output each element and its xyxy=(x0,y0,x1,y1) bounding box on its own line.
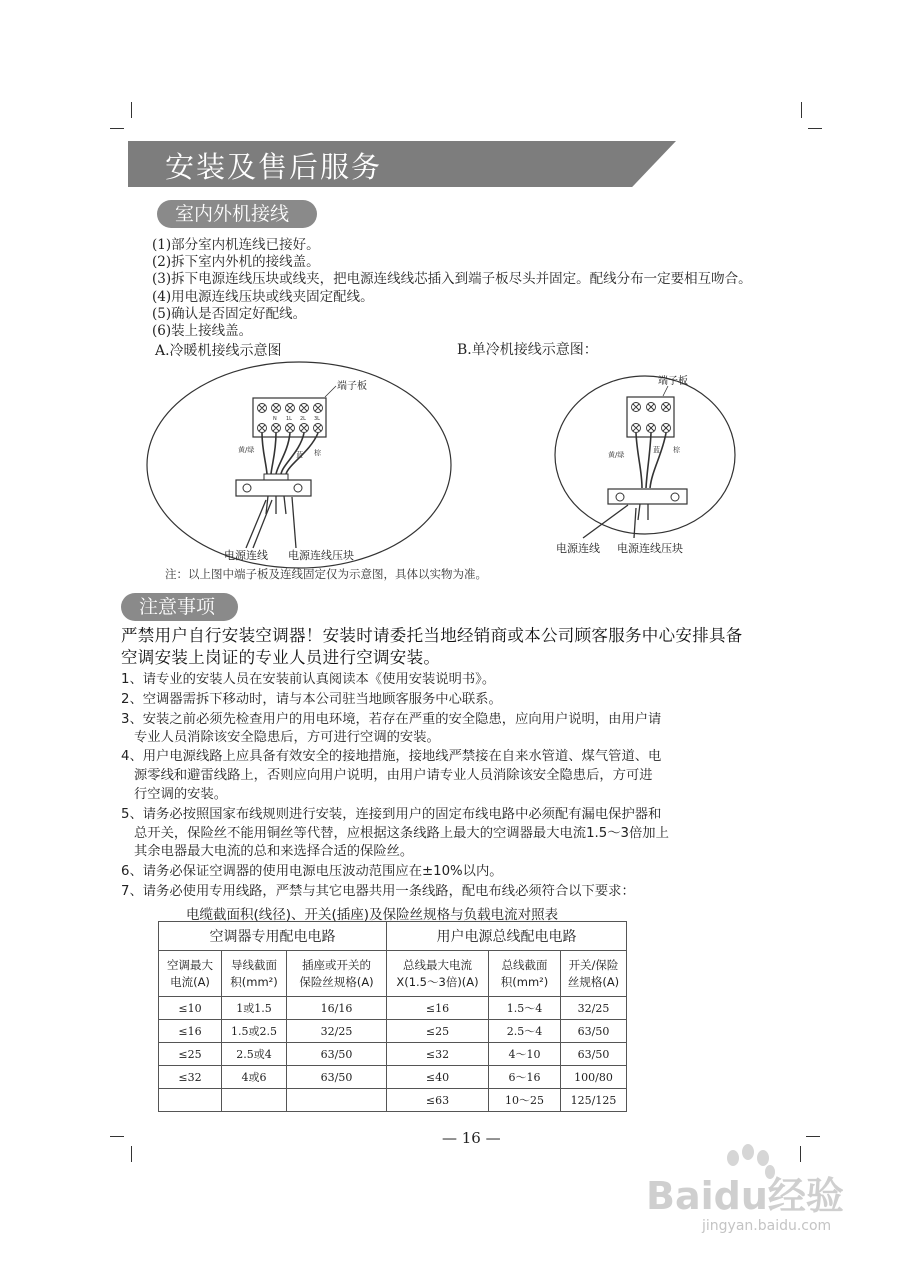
table-header-cell: 空调最大 电流(A) xyxy=(159,951,222,997)
table-cell: ≤32 xyxy=(387,1043,489,1066)
diagram-a-caption-wire: 电源连线 xyxy=(224,549,268,562)
table-cell: ≤10 xyxy=(159,997,222,1020)
table-group-header-right: 用户电源总线配电电路 xyxy=(387,922,627,951)
table-cell: 63/50 xyxy=(287,1043,387,1066)
table-cell: 1.5或2.5 xyxy=(222,1020,287,1043)
wiring-step: (5)确认是否固定好配线。 xyxy=(152,306,307,322)
table-cell: 16/16 xyxy=(287,997,387,1020)
diagram-b-caption-wire: 电源连线 xyxy=(556,542,600,555)
table-cell: 32/25 xyxy=(287,1020,387,1043)
table-header-cell: 总线截面 积(mm²) xyxy=(489,951,561,997)
section-heading-wiring: 室内外机接线 xyxy=(157,200,317,228)
caution-item: 其余电器最大电流的总和来选择合适的保险丝。 xyxy=(134,844,414,859)
table-cell: 32/25 xyxy=(561,997,627,1020)
table-cell: 4或6 xyxy=(222,1066,287,1089)
watermark-url: jingyan.baidu.com xyxy=(702,1218,832,1234)
diagram-b-wire-color: 蓝 xyxy=(653,446,660,454)
table-cell: 1.5～4 xyxy=(489,997,561,1020)
table-cell: ≤25 xyxy=(387,1020,489,1043)
section-heading-caution: 注意事项 xyxy=(121,593,238,621)
table-header-cell: 开关/保险 丝规格(A) xyxy=(561,951,627,997)
wiring-step: (6)装上接线盖。 xyxy=(152,323,253,339)
page-number: — 16 — xyxy=(442,1129,501,1147)
table-cell: ≤32 xyxy=(159,1066,222,1089)
diagram-a-caption-clamp: 电源连线压块 xyxy=(288,549,354,562)
diagram-a-wire-color: 棕 xyxy=(314,449,321,457)
wiring-step: (4)用电源连线压块或线夹固定配线。 xyxy=(152,289,374,305)
wiring-step: (1)部分室内机连线已接好。 xyxy=(152,237,320,253)
caution-item: 4、用户电源线路上应具备有效安全的接地措施，接地线严禁接在自来水管道、煤气管道、电 xyxy=(121,749,662,764)
diagram-a-terminal-mark: 3L xyxy=(314,416,320,422)
table-cell: 63/50 xyxy=(561,1043,627,1066)
diagram-a-terminal-label: 端子板 xyxy=(337,381,367,392)
table-header-cell: 插座或开关的 保险丝规格(A) xyxy=(287,951,387,997)
caution-item: 行空调的安装。 xyxy=(134,787,228,802)
caution-item: 专业人员消除该安全隐患后，方可进行空调的安装。 xyxy=(134,730,440,745)
wiring-step: (2)拆下室内外机的接线盖。 xyxy=(152,254,320,270)
table-caption: 电缆截面积(线径)、开关(插座)及保险丝规格与负载电流对照表 xyxy=(186,907,559,923)
table-cell: 1或1.5 xyxy=(222,997,287,1020)
watermark-brand: Baidu经验 xyxy=(646,1174,844,1218)
diagram-a-terminal-mark: 1L xyxy=(286,416,292,422)
caution-item: 总开关，保险丝不能用铜丝等代替，应根据这条线路上最大的空调器最大电流1.5～3倍加上 xyxy=(134,826,669,841)
table-cell: 4～10 xyxy=(489,1043,561,1066)
table-cell: ≤40 xyxy=(387,1066,489,1089)
caution-item: 源零线和避雷线路上，否则应向用户说明，由用户请专业人员消除该安全隐患后，方可进 xyxy=(134,768,653,783)
diagram-b-wire-color: 黄/绿 xyxy=(608,451,625,459)
diagram-b-wire-color: 棕 xyxy=(673,446,680,454)
table-group-header-left: 空调器专用配电电路 xyxy=(159,922,387,951)
warning-text: 严禁用户自行安装空调器！安装时请委托当地经销商或本公司顾客服务中心安排具备 xyxy=(121,626,743,645)
table-header-cell: 导线截面 积(mm²) xyxy=(222,951,287,997)
table-cell: 2.5或4 xyxy=(222,1043,287,1066)
table-cell: 63/50 xyxy=(287,1066,387,1089)
caution-item: 6、请务必保证空调器的使用电源电压波动范围应在±10%以内。 xyxy=(121,864,503,879)
table-cell: 125/125 xyxy=(561,1089,627,1112)
table-cell: 100/80 xyxy=(561,1066,627,1089)
table-cell: 2.5～4 xyxy=(489,1020,561,1043)
caution-item: 3、安装之前必须先检查用户的用电环境，若存在严重的安全隐患，应向用户说明，由用户请 xyxy=(121,712,662,727)
diagram-b-title: B.单冷机接线示意图： xyxy=(457,342,598,358)
diagram-b-caption-clamp: 电源连线压块 xyxy=(617,542,683,555)
caution-item: 1、请专业的安装人员在安装前认真阅读本《使用安装说明书》。 xyxy=(121,672,496,687)
table-cell: ≤63 xyxy=(387,1089,489,1112)
diagram-note: 注：以上图中端子板及连线固定仅为示意图，具体以实物为准。 xyxy=(165,567,487,581)
caution-item: 2、空调器需拆下移动时，请与本公司驻当地顾客服务中心联系。 xyxy=(121,692,502,707)
wiring-step: (3)拆下电源连线压块或线夹，把电源连线线芯插入到端子板尽头并固定。配线分布一定要相互吻合。 xyxy=(152,271,752,287)
caution-item: 5、请务必按照国家布线规则进行安装，连接到用户的固定布线电路中必须配有漏电保护器和 xyxy=(121,807,662,822)
diagram-b-terminal-label: 端子板 xyxy=(658,376,688,387)
table-cell: 10～25 xyxy=(489,1089,561,1112)
diagram-a-terminal-mark: 2L xyxy=(300,416,306,422)
warning-text: 空调安装上岗证的专业人员进行空调安装。 xyxy=(121,648,441,667)
table-cell: ≤25 xyxy=(159,1043,222,1066)
table-cell: ≤16 xyxy=(159,1020,222,1043)
diagram-a-wire-color: 黄/绿 xyxy=(238,446,255,454)
table-cell: ≤16 xyxy=(387,997,489,1020)
table-header-cell: 总线最大电流 X(1.5～3倍)(A) xyxy=(387,951,489,997)
caution-item: 7、请务必使用专用线路，严禁与其它电器共用一条线路，配电布线必须符合以下要求： xyxy=(121,884,635,899)
table-cell: 63/50 xyxy=(561,1020,627,1043)
diagram-a-terminal-mark: N xyxy=(273,416,277,422)
table-cell: 6～16 xyxy=(489,1066,561,1089)
diagram-a-wire-color: 蓝 xyxy=(296,451,303,459)
diagram-a-title: A.冷暖机接线示意图 xyxy=(155,343,282,359)
page-title: 安装及售后服务 xyxy=(165,150,383,184)
